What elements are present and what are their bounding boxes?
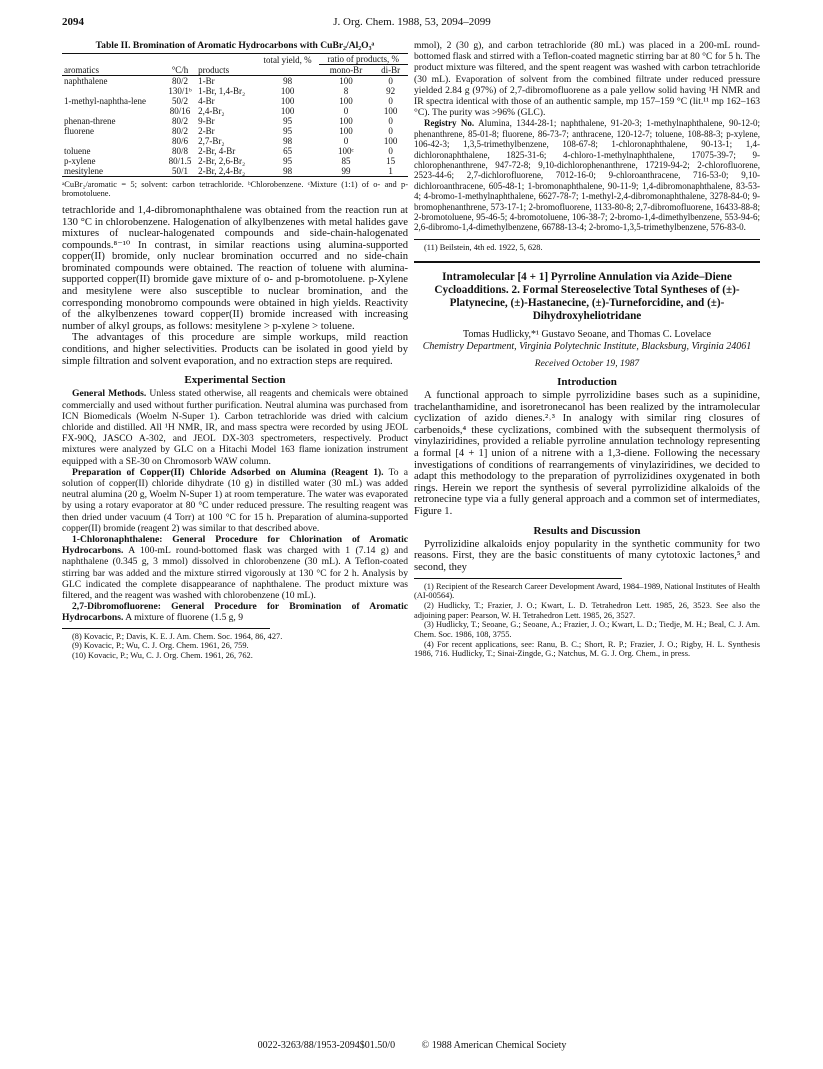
table-cell — [62, 86, 164, 96]
reference-10: (10) Kovacic, P.; Wu, C. J. Org. Chem. 1961, 26, 762. — [72, 651, 253, 661]
copyright: © 1988 American Chemical Society — [421, 1040, 567, 1051]
table-cell: 0 — [388, 115, 393, 126]
table-cell: 95 — [283, 125, 293, 136]
registry-text: Alumina, 1344-28-1; naphthalene, 91-20-3; 1-methylnaphthalene, 90-12-0; phenanthrene, 85-01-8; fluorene, 86-73-7; anthracene, 120-12-7; toluene, 108-88-3; p-xylene, 106-42-3; 1,3,5-trimethylbenzene, 108-67-8; 1-chloronaphthalene, 90-13-1; 1,4-dichloronaphthalene, 1825-31-6; 4-chloro-1-methylnaphthalene, 17075-39-7; 9-chlorophenanthrene, 947-72-8; 9,10-dichlorophenanthrene, 17219-94-2; 2-chlorofluorene, 2523-44-6; 2,7-dichlorofluorene, 7012-16-0; 9-chloroanthracene, 716-53-0; 9,10-dichloroanthracene, 605-48-1; 1-bromonaphthalene, 90-11-9; 1,4-dibromonaphthalene, 83-53-4; 4-bromo-1-methylnaphthalene, 6627-78-7; 1-methyl-2,4-dibromonaphthalene, 3278-84-0; 9-bromophenanthrene, 573-17-1; 2-bromofluorene, 1133-80-8; 2,7-dibromofluorene, 16433-88-8; 2-bromotoluene, 95-46-5; 4-bromotoluene, 106-38-7; 2-bromo-1,4-dimethylbenzene, 553-94-6; 2,6-dibromo-1,4-dimethylbenzene, 66788-13-4; 2-bromo-1,3,5-trimethylbenzene, 576-83-0. — [414, 118, 760, 233]
table-cell: 1-Br — [198, 75, 215, 86]
chlorination-text: A 100-mL round-bottomed flask was charged with 1 (7.14 g) and naphthalene (0.345 g, 3 mmol) dissolved in chlorobenzene (30 mL). A Teflon-coated stirring bar was added and the mixture stirred vigorously at 130 °C for 2 h. Analysis by GLC indicated the complete disappearance of naphthalene. The product mixture was filtered, and the reagent was washed with chlorobenzene (10 mL). — [62, 545, 408, 602]
col-products-label: products — [196, 65, 256, 76]
table-body — [62, 75, 408, 176]
table-cell: 95 — [283, 155, 293, 166]
general-methods-heading: General Methods. — [72, 388, 147, 400]
chlorination-heading: 1-Chloronaphthalene: General Procedure for Chlorination of Aromatic Hydrocarbons. — [62, 534, 408, 557]
table-cell: 80/1.5 — [168, 155, 192, 166]
experimental-section-heading: Experimental Section — [184, 374, 286, 387]
table-cell: 100 — [339, 95, 353, 106]
table-cell: 8 — [343, 85, 349, 96]
issn-code: 0022-3263/88/1953-2094$01.50/0 — [257, 1040, 396, 1051]
reagent-prep-heading: Preparation of Copper(II) Chloride Adsorbed on Alumina (Reagent 1). — [72, 466, 384, 478]
note-1: (1) Recipient of the Research Career Development Award, 1984–1989, National Institutes of Health (AI-00564). — [414, 581, 760, 601]
left-paragraph-1: tetrachloride and 1,4-dibromonaphthalene was obtained from the reaction run at 130 °C in chlorobenzene. Halogenation of alkylbenzenes with metal halides gave mixtures of nuclear-halogenated compounds and side-chain-halogenated compounds.⁸⁻¹⁰ In contrast, in similar reactions using alumina-supported copper(II) bromide, only nuclear bromination occurred and no side-chain brominated compounds were obtained. The reaction of toluene with alumina-supported copper(II) bromide gave mixture of o- and p-bromotoluene. p-Xylene and mesitylene were also susceptible to nuclear bromination, and the corresponding monobromo compounds were obtained in high yields. Reactivity of the alkylbenzenes toward copper(II) bromide increased with increasing number of alkyl groups, as follows: mesitylene > p-xylene > toluene. — [62, 204, 408, 332]
table-cell: 99 — [319, 166, 374, 177]
table-cell: p-xylene — [64, 155, 96, 166]
notes-rule — [414, 578, 622, 579]
table-cell — [62, 106, 164, 116]
table-cell: 1-Br, 1,4-Br₂ — [198, 85, 246, 96]
table-cell: 80/16 — [169, 105, 191, 116]
table-cell: 0 — [388, 125, 393, 136]
table-row — [62, 156, 408, 166]
table-cell: 9-Br — [198, 115, 215, 126]
results-heading: Results and Discussion — [533, 524, 641, 537]
results-text: Pyrrolizidine alkaloids enjoy popularity in the synthetic community for two reasons. First, they are the basic constituents of many cytotoxic lactones,⁵ and second, they — [414, 538, 760, 573]
table-cell: 2,7-Br₂ — [198, 135, 225, 146]
table-cell: 100 — [339, 125, 353, 136]
article-title: Intramolecular [4 + 1] Pyrroline Annulation via Azide–Diene Cycloadditions. 2. Formal Stereoselective Total Syntheses of (±)-Platynecine, (±)-Hastanecine, (±)-Turneforcidine, and (±)-Dihydroxyheliotridane — [434, 270, 740, 322]
note-2: (2) Hudlicky, T.; Frazier, J. O.; Kwart, L. D. Tetrahedron Lett. 1985, 26, 3523. See also the adjoining paper: Pearson, W. H. Tetrahedron Lett. 1985, 26, 3527. — [414, 600, 760, 620]
table-cell: 2,4-Br₂ — [198, 105, 225, 116]
col-temp-label: °C/h — [164, 65, 196, 76]
reference-11: (11) Beilstein, 4th ed. 1922, 5, 628. — [424, 242, 543, 252]
reagent-prep-text: To a solution of copper(II) chloride dihydrate (10 g) in distilled water (30 mL) was added neutral alumina (20 g, Woelm N-Super 1) at room temperature. The water was evaporated by using a rotary evaporator at 80 °C under reduced pressure. The resulting reagent was then dried under vacuum (4 Torr) at 100 °C for 15 h. Preparation of alumina-supported copper(II) bromide (reagent 2) was similar to that described above. — [62, 466, 408, 534]
table-cell: 0 — [343, 105, 349, 116]
table-cell: 92 — [386, 85, 396, 96]
table-row — [62, 136, 408, 146]
table-cell: 50/2 — [172, 95, 189, 106]
table-row — [62, 126, 408, 136]
table-cell: 100ᶜ — [338, 145, 354, 156]
table-cell: 100 — [280, 105, 295, 116]
col-di: di-Br — [373, 65, 408, 76]
table-cell: 80/2 — [172, 75, 189, 86]
table-cell: phenan-threne — [64, 115, 116, 126]
table-cell: 100 — [280, 85, 295, 96]
running-header — [62, 16, 762, 32]
col-yield: total yield, % — [257, 54, 319, 65]
table-row — [62, 106, 408, 116]
note-4: (4) For recent applications, see: Ranu, B. C.; Short, R. P.; Frazier, J. O.; Rigby, H. L. Synthesis 1986, 716. Hudlicky, T.; Sinai-Zingde, G.; Natchus, M. G. J. Org. Chem., in press. — [414, 639, 760, 659]
table-cell: toluene — [64, 145, 91, 156]
table-cell: 2-Br — [198, 125, 215, 136]
table-cell: 98 — [283, 75, 293, 86]
right-column — [414, 40, 760, 659]
bromination-table — [62, 53, 408, 177]
introduction-text: A functional approach to simple pyrrolizidine bases such as a supinidine, trachelanthamidine, and isoretronecanol has been realized by the intramolecular cyclization of azido dienes.²˒³ In analogy with similar ring closures of carbenoids,⁴ these cyclizations, combined with the subsequent thermolysis of vinylaziridines, provided a reliable pyrroline annulation technology representing a formal [4 + 1] union of a nitrene with a 1,3-diene. Following the necessary investigations of conditions of rearrangements of vinylaziridines, we decided to adapt this methodology to the preparation of pyrrolizidines oxygenated in both rings. Herein we report the synthesis of several pyrrolizidine alkaloids of the retronecine type via a fully general approach and a common set of intermediates, Figure 1. — [414, 390, 760, 517]
page-footer — [62, 1040, 762, 1051]
reference-rule — [414, 239, 760, 240]
table-cell: 2-Br, 2,4-Br₂ — [196, 166, 256, 177]
received-date: Received October 19, 1987 — [534, 357, 640, 369]
left-paragraph-2: The advantages of this procedure are simple workups, mild reaction conditions, and higher selectivities. Products can be isolated in good yield by simple filtration and solvent evaporation, and no extraction steps are required. — [62, 332, 408, 367]
col-aromatics — [62, 54, 164, 65]
note-3: (3) Hudlicky, T.; Seoane, G.; Seoane, A.; Frazier, J. O.; Kwart, L. D.; Tiedje, M. H.; Beal, C. J. Am. Chem. Soc. 1986, 108, 3755. — [414, 620, 760, 640]
table-cell: 65 — [283, 145, 293, 156]
col-mono: mono-Br — [319, 65, 374, 76]
table-cell: 0 — [388, 145, 393, 156]
table-cell: 130/1ᵇ — [168, 85, 192, 96]
right-paragraph-1: mmol), 2 (30 g), and carbon tetrachloride (80 mL) was placed in a 200-mL round-bottomed flask and stirred with a Teflon-coated magnetic stirring bar at 80 °C for 5 h. The product mixture was filtered, and the spent reagent was washed with carbon tetrachloride (30 mL). Evaporation of solvent from the combined filtrate under reduced pressure yielded 2.84 g (97%) of 2,7-dibromofluorene as a pale yellow solid having ¹H NMR and IR spectra identical with those of an authentic sample, mp 157–159 °C (lit.¹¹ mp 162–163 °C). The purity was >96% (GLC). — [414, 40, 760, 119]
table-row — [62, 75, 408, 86]
table-cell: 15 — [386, 155, 396, 166]
table-row — [62, 166, 408, 177]
bromination-heading: 2,7-Dibromofluorene: General Procedure for Bromination of Aromatic Hydrocarbons. — [62, 601, 408, 624]
general-methods-text: Unless stated otherwise, all reagents and chemicals were obtained commercially and used without further purification. Neutral alumina was purchased from ICN Biomedicals (Woelm N-Super 1). Carbon tetrachloride was dried with calcium chloride and distilled. All ¹H NMR, IR, and mass spectra were recorded by using JEOL FX-90Q, JASCO A-302, and JEOL DX-303 spectrometers, respectively. Product mixtures were analyzed by GLC on a Hitachi Model 163 flame ionization instrument equipped with a SE-30 on Chromosorb WAW column. — [62, 388, 408, 467]
col-aromatics-label: aromatics — [62, 65, 164, 76]
left-column — [62, 40, 408, 661]
table-cell: 98 — [257, 166, 319, 177]
table-cell: 98 — [283, 135, 293, 146]
table-cell: fluorene — [64, 125, 94, 136]
table-cell: 80/8 — [172, 145, 189, 156]
table-cell: 0 — [388, 95, 393, 106]
table-cell: 100 — [383, 105, 398, 116]
table-cell: 100 — [339, 115, 353, 126]
table-cell: 2-Br, 4-Br — [198, 145, 236, 156]
table-cell: 100 — [339, 75, 353, 86]
table-cell: 0 — [343, 135, 349, 146]
table-row — [62, 146, 408, 156]
table-cell — [62, 136, 164, 146]
table-footnote: ᵃCuBr₂/aromatic = 5; solvent: carbon tetrachloride. ᵇChlorobenzene. ᶜMixture (1:1) of o- and p-bromotoluene. — [62, 179, 408, 199]
table-cell: 1 — [373, 166, 408, 177]
journal-citation: J. Org. Chem. 1988, 53, 2094–2099 — [333, 16, 491, 28]
table-row — [62, 96, 408, 106]
table-cell: 50/1 — [164, 166, 196, 177]
table-title: Table II. Bromination of Aromatic Hydrocarbons with CuBr₂/Al₂O₃ᵃ — [95, 40, 375, 51]
introduction-heading: Introduction — [557, 375, 617, 388]
table-row — [62, 86, 408, 96]
table-cell: 80/2 — [172, 115, 189, 126]
table-cell: 100 — [383, 135, 398, 146]
reference-9: (9) Kovacic, P.; Wu, C. J. Org. Chem. 1961, 26, 759. — [72, 641, 249, 651]
table-cell: 85 — [341, 155, 351, 166]
bromination-text: A mixture of fluorene (1.5 g, 9 — [125, 612, 244, 624]
footnote-rule — [62, 628, 270, 629]
table-cell: 100 — [280, 95, 295, 106]
table-cell: 95 — [283, 115, 293, 126]
table-cell: 80/6 — [172, 135, 189, 146]
table-cell: 1-methyl-naphtha-lene — [64, 95, 146, 106]
table-cell: mesitylene — [62, 166, 164, 177]
article-separator — [414, 261, 760, 263]
reference-8: (8) Kovacic, P.; Davis, K. E. J. Am. Chem. Soc. 1964, 86, 427. — [72, 631, 283, 641]
article-authors: Tomas Hudlicky,*¹ Gustavo Seoane, and Thomas C. Lovelace — [462, 328, 712, 340]
col-temp — [164, 54, 196, 65]
col-ratio: ratio of products, % — [319, 54, 408, 65]
table-row — [62, 116, 408, 126]
article-affiliation: Chemistry Department, Virginia Polytechnic Institute, Blacksburg, Virginia 24061 — [422, 340, 752, 352]
table-cell: 80/2 — [172, 125, 189, 136]
table-cell: 2-Br, 2,6-Br₂ — [198, 155, 246, 166]
table-cell: naphthalene — [64, 75, 108, 86]
page-number: 2094 — [62, 16, 84, 28]
col-products — [196, 54, 256, 65]
table-cell: 4-Br — [198, 95, 215, 106]
table-cell: 0 — [388, 75, 393, 86]
registry-heading: Registry No. — [424, 118, 475, 129]
